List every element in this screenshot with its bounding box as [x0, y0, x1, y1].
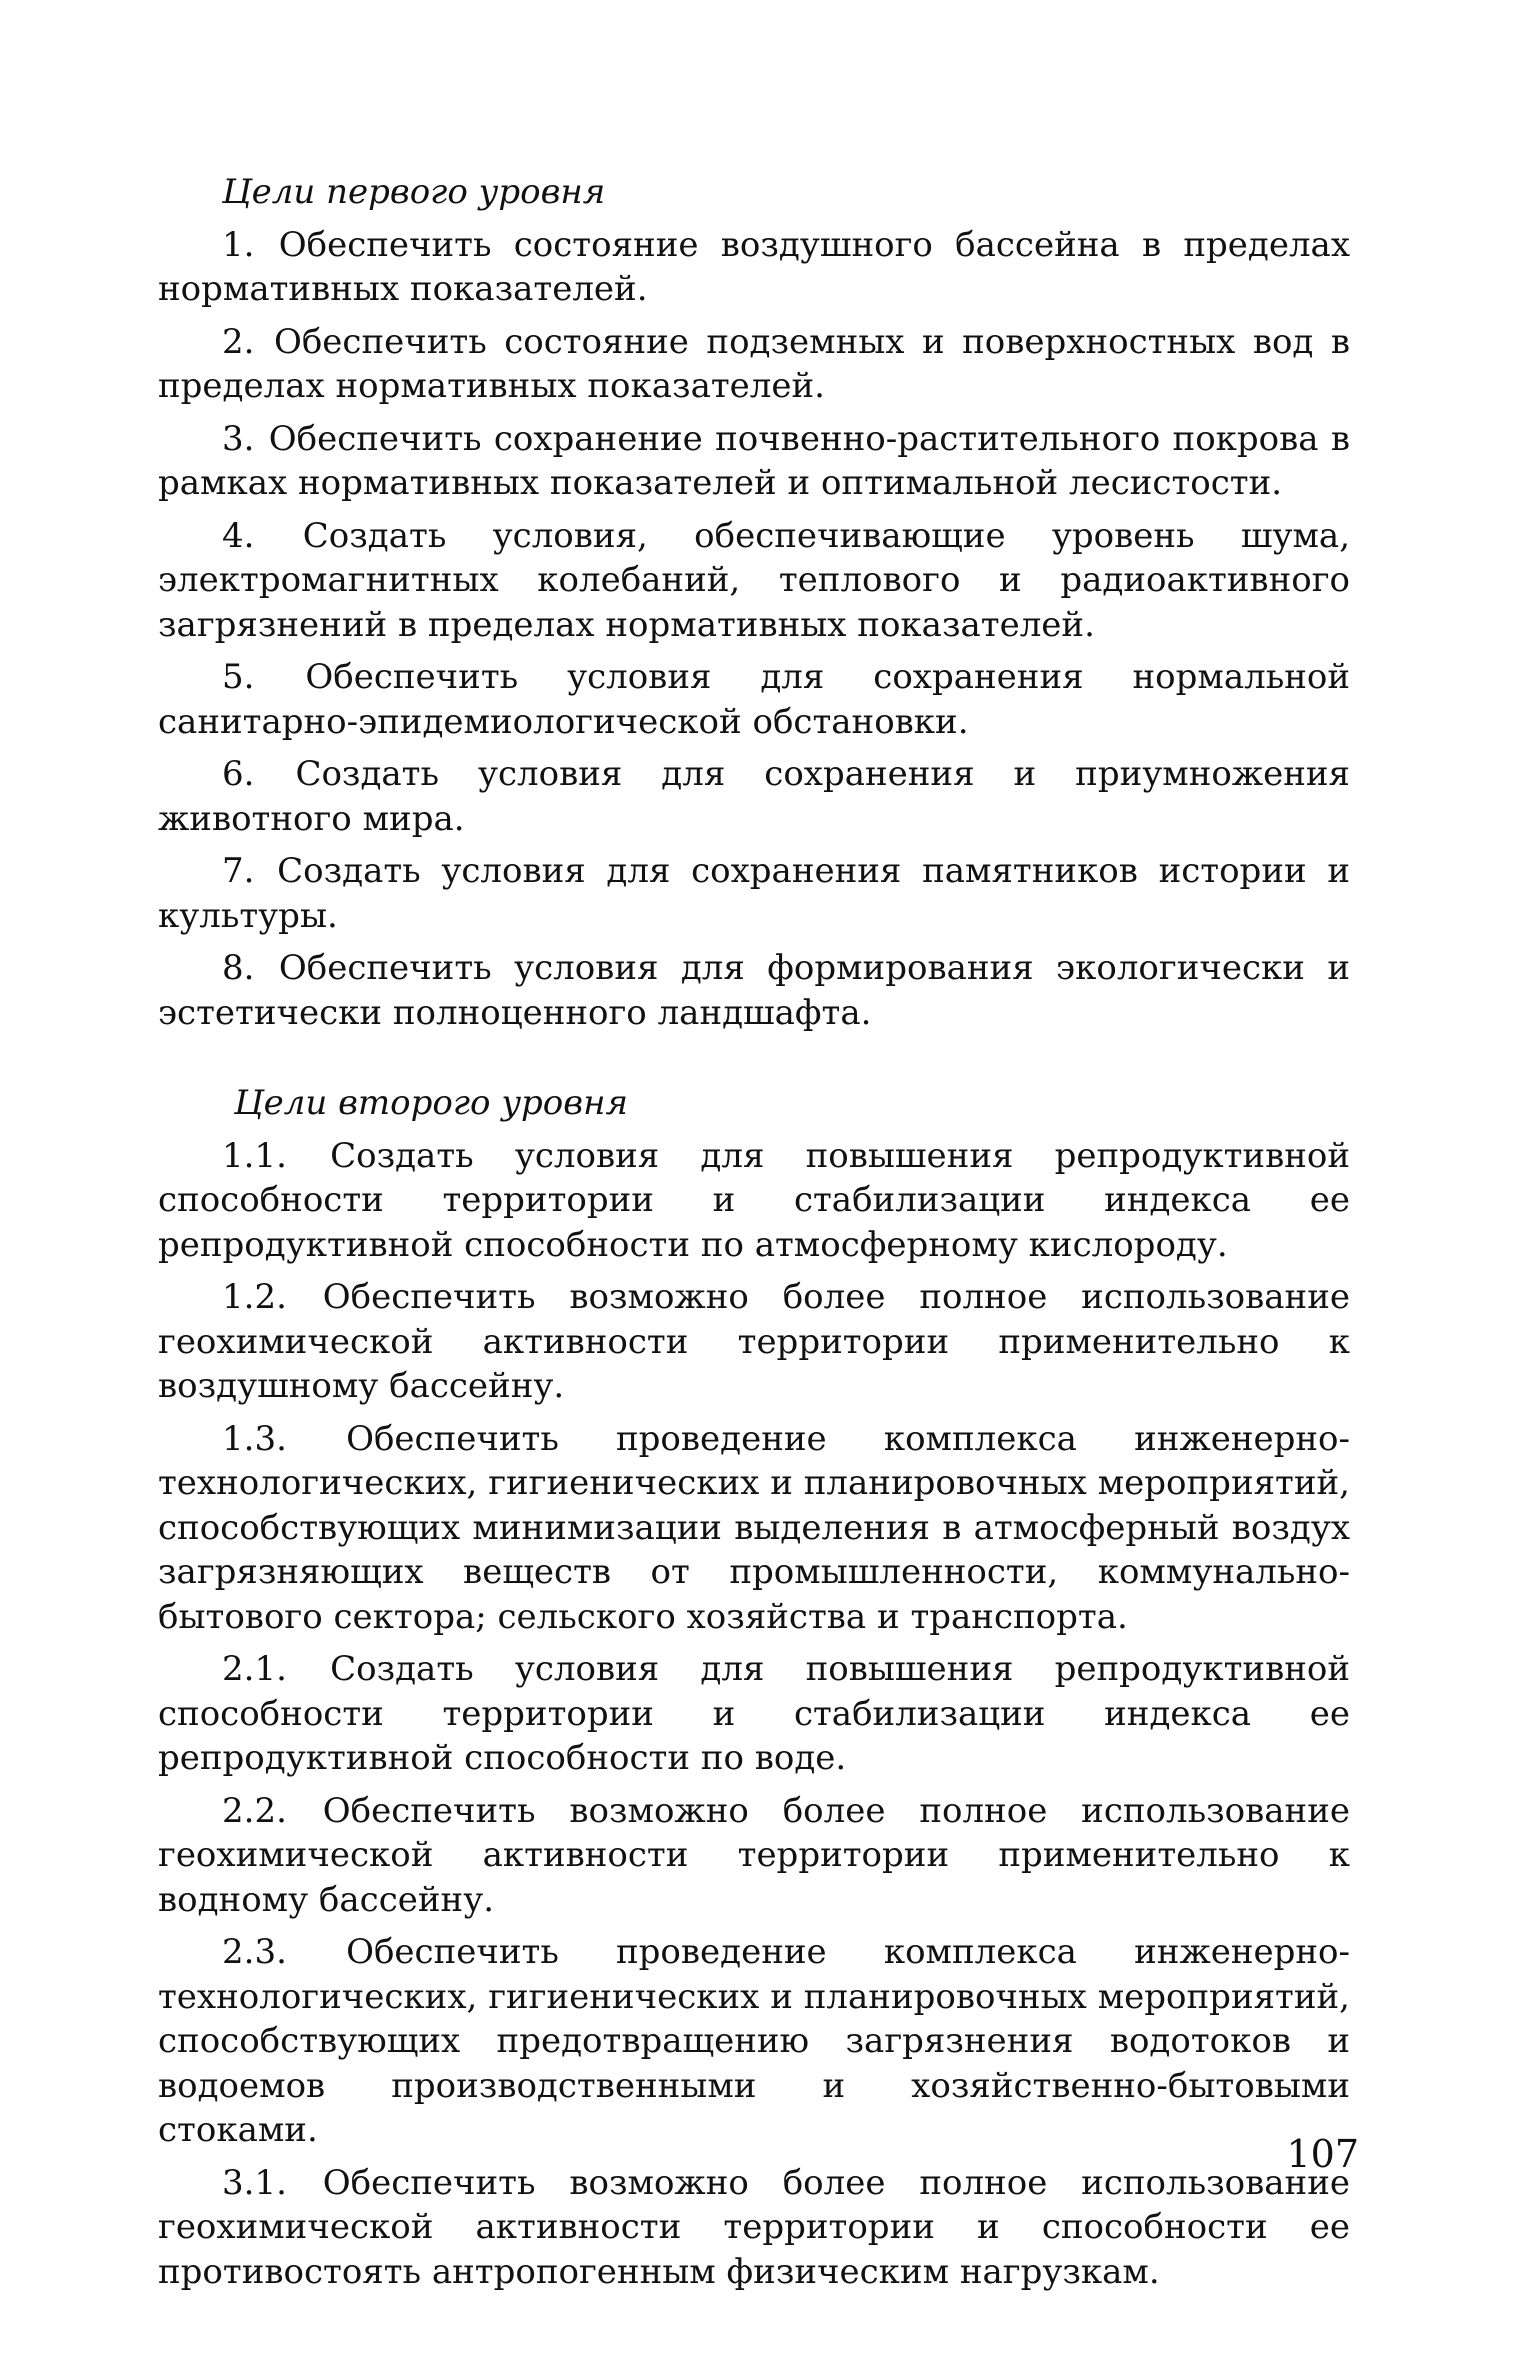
goal-item — [158, 1134, 1350, 1268]
item-number: 3.1. — [222, 2162, 287, 2203]
item-text: Создать условия для сохранения памятников истории и культуры. — [158, 851, 1350, 936]
item-text: Обеспечить возможно более полное использование геохимической активности территории применительно к водному бассейну. — [158, 1790, 1350, 1920]
goal-item — [158, 2161, 1350, 2295]
goal-item — [158, 1930, 1350, 2153]
item-text: Создать условия для повышения репродуктивной способности территории и стабилизации индекса ее репродуктивной способности по атмосферному кислороду. — [158, 1135, 1350, 1265]
section-heading-first-level: Цели первого уровня — [222, 172, 606, 212]
item-number: 4. — [222, 515, 255, 556]
goal-item — [158, 223, 1350, 312]
goal-item — [158, 1789, 1350, 1923]
page-number: 107 — [1286, 2132, 1359, 2176]
goal-item — [158, 849, 1350, 938]
item-text: Создать условия для повышения репродуктивной способности территории и стабилизации индекса ее репродуктивной способности по воде. — [158, 1649, 1350, 1778]
item-text: Создать условия, обеспечивающие уровень шума, электромагнитных колебаний, теплового и радиоактивного загрязнений в пределах нормативных показателей. — [158, 515, 1351, 645]
item-number: 2.1. — [222, 1649, 287, 1689]
item-number: 1.3. — [222, 1418, 287, 1459]
item-number: 5. — [222, 657, 255, 697]
page-body — [158, 170, 1350, 2302]
item-text: Обеспечить сохранение почвенно-растительного покрова в рамках нормативных показателей и оптимальной лесистости. — [158, 418, 1351, 503]
item-number: 8. — [222, 948, 255, 988]
item-text: Обеспечить состояние воздушного бассейна в пределах нормативных показателей. — [158, 224, 1350, 309]
item-number: 2. — [222, 321, 255, 362]
goal-item — [158, 514, 1350, 648]
item-text: Обеспечить возможно более полное использование геохимической активности территории и способности ее противостоять антропогенным физическим нагрузкам. — [158, 2162, 1350, 2292]
goal-item — [158, 1275, 1350, 1409]
item-text: Обеспечить возможно более полное использование геохимической активности территории применительно к воздушному бассейну. — [158, 1277, 1350, 1406]
item-text: Создать условия для сохранения и приумножения животного мира. — [158, 754, 1351, 839]
item-text: Обеспечить проведение комплекса инженерно-технологических, гигиенических и планировочных мероприятий, способствующих минимизации выделения в атмосферный воздух загрязняющих веществ от промышленности, коммунально-бытового сектора; сельского хозяйства и транспорта. — [158, 1418, 1351, 1637]
goal-item — [158, 752, 1350, 841]
section-heading-second-level: Цели второго уровня — [234, 1083, 628, 1123]
item-number: 6. — [222, 754, 255, 794]
item-number: 2.2. — [222, 1790, 287, 1831]
item-text: Обеспечить проведение комплекса инженерно-технологических, гигиенических и планировочных мероприятий, способствующих предотвращению загрязнения водотоков и водоемов производственными и хозяйственно-бытовыми стоками. — [158, 1932, 1351, 2150]
goal-item — [158, 417, 1350, 506]
item-text: Обеспечить условия для сохранения нормальной санитарно-эпидемиологической обстановки. — [158, 657, 1350, 742]
goal-item — [158, 1417, 1350, 1640]
item-number: 3. — [222, 418, 255, 459]
goal-item — [158, 1647, 1350, 1781]
goal-item — [158, 946, 1350, 1035]
item-number: 2.3. — [222, 1932, 287, 1972]
item-number: 7. — [222, 851, 255, 891]
goal-item — [158, 655, 1350, 744]
goal-item — [158, 320, 1350, 409]
item-number: 1. — [222, 224, 255, 265]
item-text: Обеспечить условия для формирования экологически и эстетически полноценного ландшафта. — [158, 948, 1351, 1033]
item-number: 1.1. — [222, 1135, 287, 1176]
item-text: Обеспечить состояние подземных и поверхностных вод в пределах нормативных показателей. — [158, 321, 1350, 406]
item-number: 1.2. — [222, 1277, 287, 1317]
